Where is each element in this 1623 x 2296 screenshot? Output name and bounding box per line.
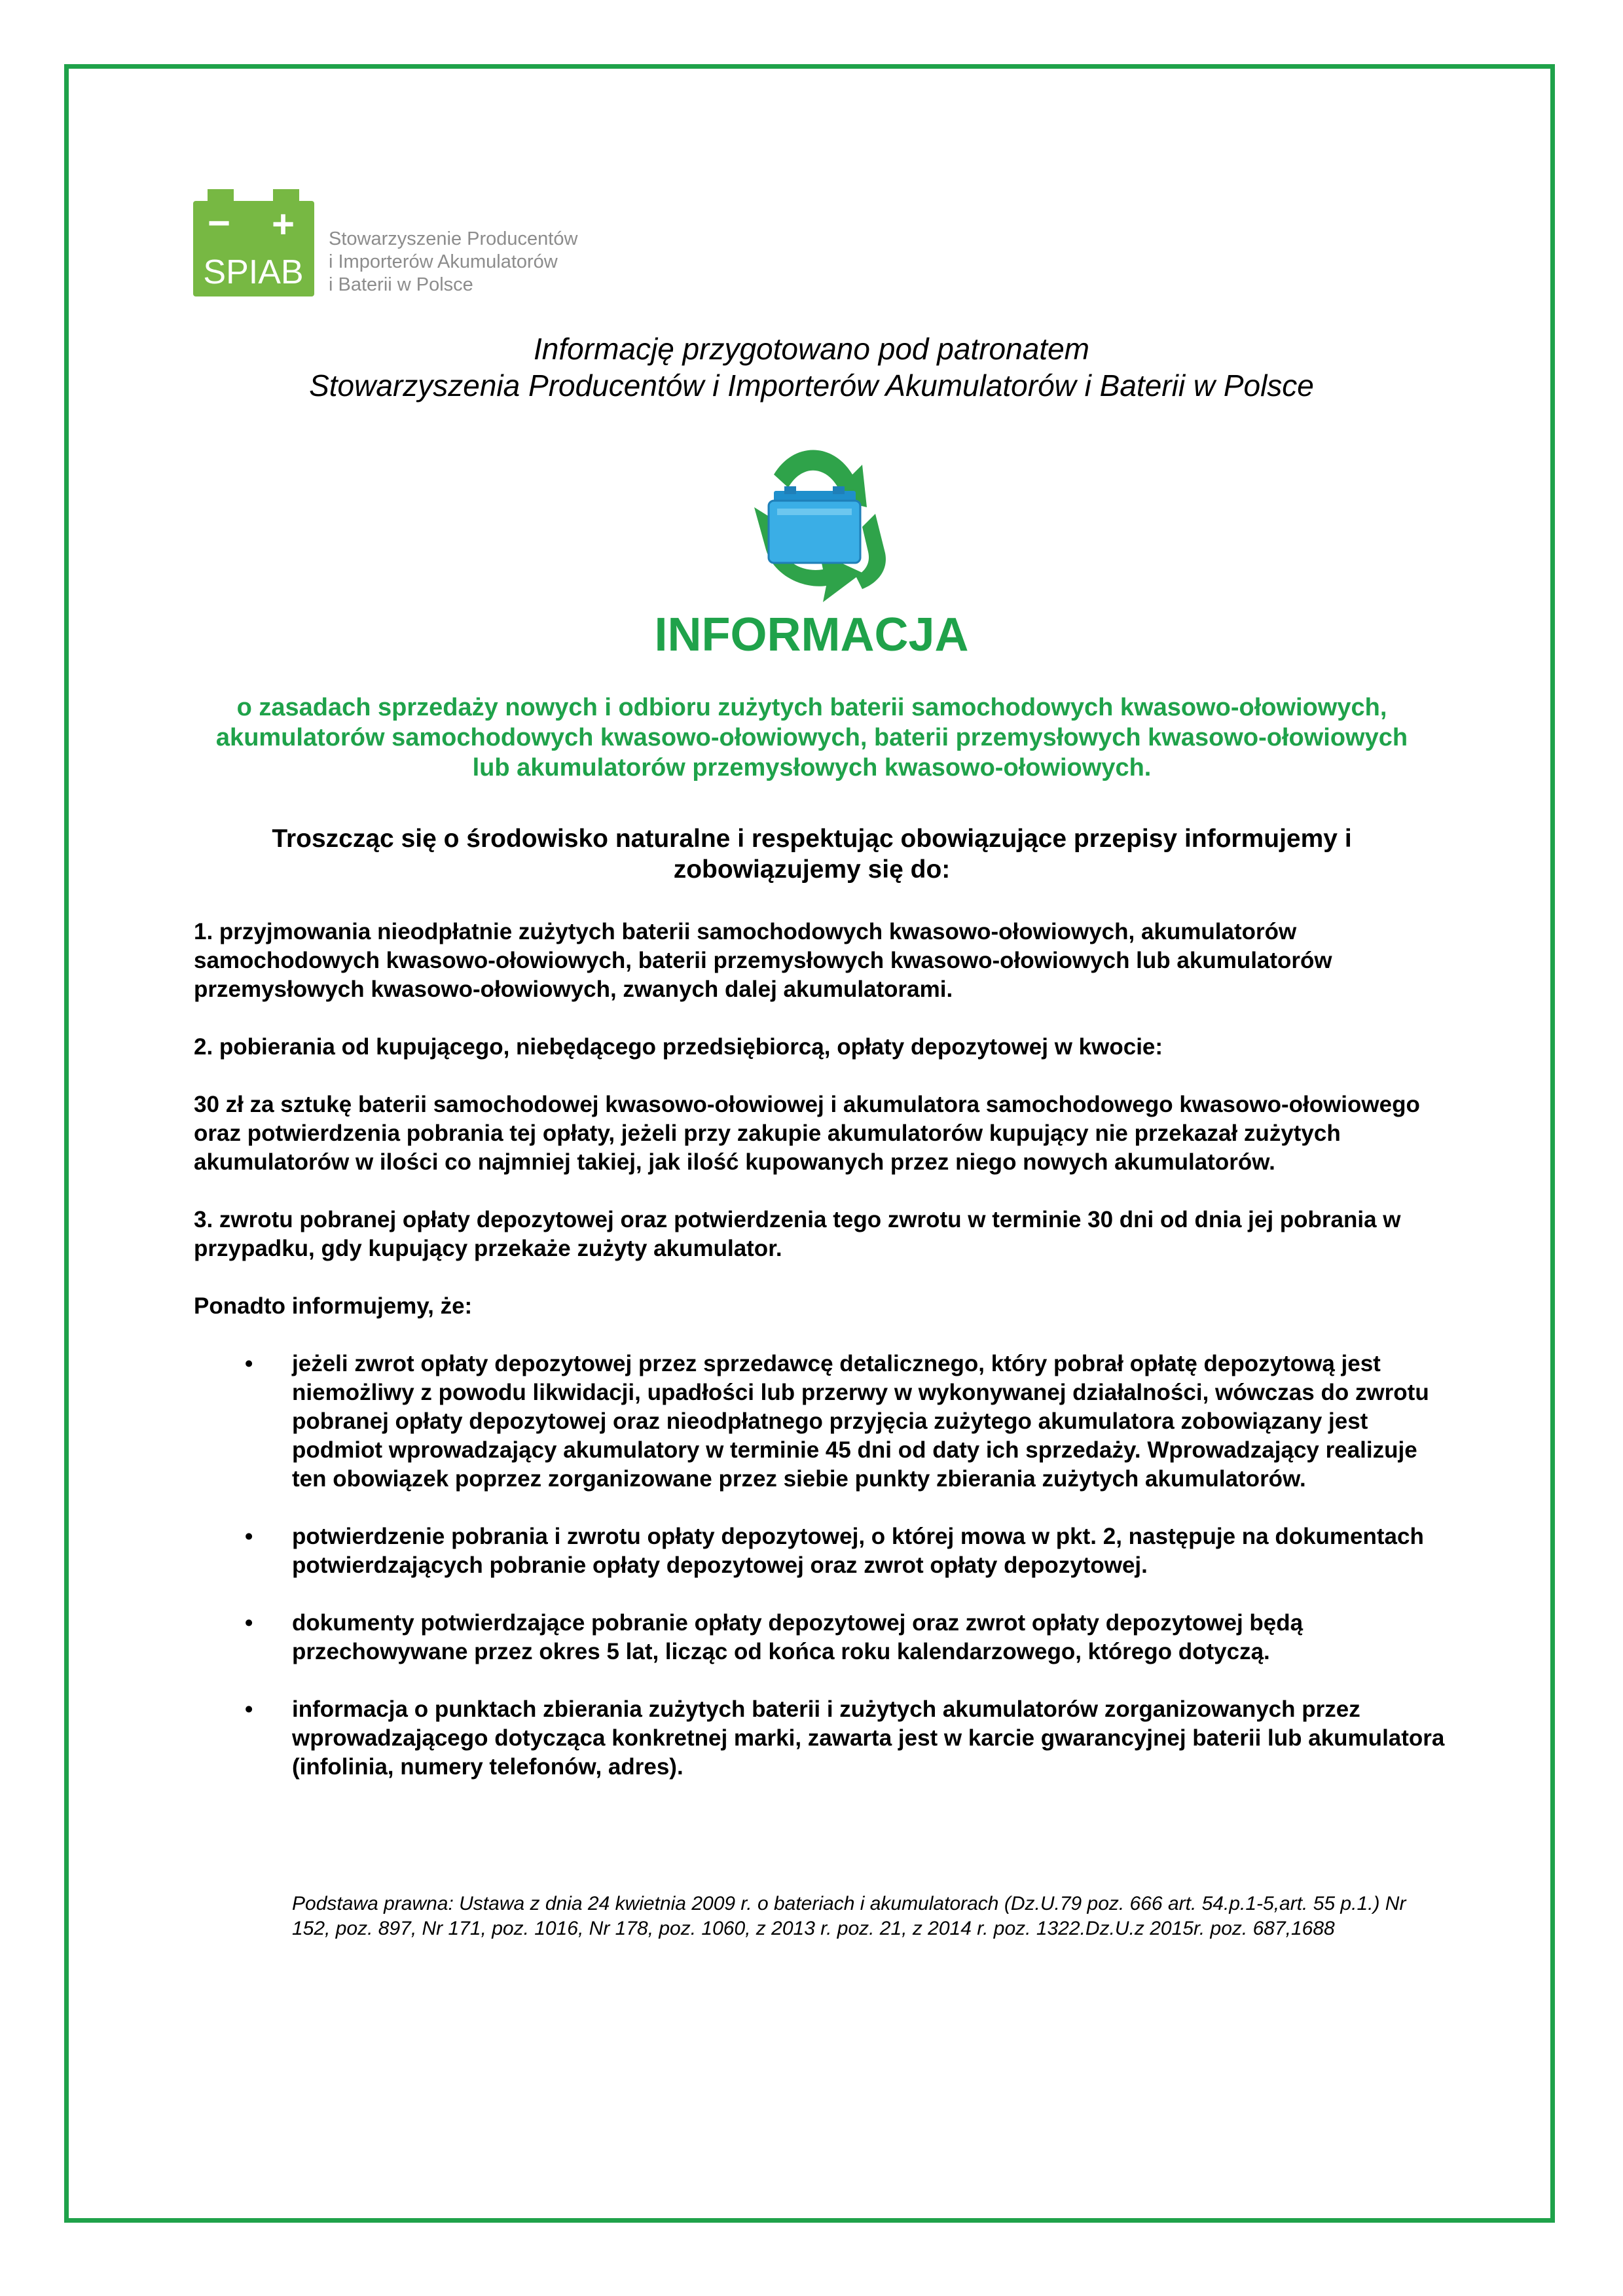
logo-minus: − [208,201,231,245]
logo-subtitle-line: i Importerów Akumulatorów [329,251,558,272]
list-item [194,1609,1457,1666]
lead-statement: Troszcząc się o środowisko naturalne i respektując obowiązujące przepisy informujemy i zobowiązujemy się do: [272,825,1352,884]
bullet-text: informacja o punktach zbierania zużytych baterii i zużytych akumulatorów zorganizowanych przez wprowadzającego dotycząca konkretnej marki, zawarta jest w karcie gwarancyjnej baterii lub akumulatora (infolinia, numery telefonów, adres). [292,1696,1445,1780]
point-2: 2. pobierania od kupującego, niebędącego przedsiębiorcą, opłaty depozytowej w kwocie: [194,1034,1163,1060]
patronage-note [0,331,1623,404]
bullet-marker: • [245,1524,253,1549]
bullet-marker: • [245,1696,253,1722]
point-2-detail: 30 zł za sztukę baterii samochodowej kwasowo-ołowiowej i akumulatora samochodowego kwasowo-ołowiowego oraz potwierdzenia pobrania tej opłaty, jeżeli przy zakupie akumulatorów kupujący nie przekazał zużytych akumulatorów w ilości co najmniej takiej, jak ilość kupowanych przez niego nowych akumulatorów. [194,1092,1420,1175]
list-item [194,1695,1457,1782]
bullet-marker: • [245,1610,253,1636]
patronage-line: Stowarzyszenia Producentów i Importerów Akumulatorów i Baterii w Polsce [309,368,1314,403]
legal-basis: Podstawa prawna: Ustawa z dnia 24 kwietnia 2009 r. o bateriach i akumulatorach (Dz.U.79 poz. 666 art. 54.p.1-5,art. 55 p.1.) Nr 152, poz. 897, Nr 171, poz. 1016, Nr 178, poz. 1060, z 2013 r. poz. 21, z 2014 r. poz. 1322.Dz.U.z 2015r. poz. 687,1688 [292,1893,1406,1939]
document-body [194,918,1457,1810]
document-title: INFORMACJA [654,609,969,661]
logo-plus: + [272,202,295,246]
point-3: 3. zwrotu pobranej opłaty depozytowej oraz potwierdzenia tego zwrotu w terminie 30 dni od dnia jej pobrania w przypadku, gdy kupujący przekaże zużyty akumulator. [194,1207,1401,1261]
logo-subtitle [329,228,577,296]
logo-name: SPIAB [203,253,304,291]
further-info-heading: Ponadto informujemy, że: [194,1293,473,1319]
battery-logo-icon [193,187,324,298]
spiab-logo [193,187,612,304]
list-item [194,1350,1457,1494]
document-subtitle: o zasadach sprzedaży nowych i odbioru zużytych baterii samochodowych kwasowo-ołowiowych, akumulatorów samochodowych kwasowo-ołowiowych, baterii przemysłowych kwasowo-ołowiowych lub akumulatorów przemysłowych kwasowo-ołowiowych. [215,694,1408,781]
logo-subtitle-line: i Baterii w Polsce [329,274,473,295]
logo-subtitle-line: Stowarzyszenie Producentów [329,228,578,249]
bullet-text: potwierdzenie pobrania i zwrotu opłaty depozytowej, o której mowa w pkt. 2, następuje na dokumentach potwierdzających pobranie opłaty depozytowej oraz zwrot opłaty depozytowej. [292,1524,1424,1578]
bullet-text: jeżeli zwrot opłaty depozytowej przez sprzedawcę detalicznego, który pobrał opłatę depozytową jest niemożliwy z powodu likwidacji, upadłości lub przerwy w wykonywanej działalności, wówczas do zwrotu pobranej opłaty depozytowej oraz nieodpłatnego przyjęcia zużytego akumulatora zobowiązany jest podmiot wprowadzający akumulatory w terminie 45 dni od daty ich sprzedaży. Wprowadzający realizuje ten obowiązek poprzez zorganizowane przez siebie punkty zbierania zużytych akumulatorów. [292,1351,1429,1492]
point-1: 1. przyjmowania nieodpłatnie zużytych baterii samochodowych kwasowo-ołowiowych, akumulatorów samochodowych kwasowo-ołowiowych, baterii przemysłowych kwasowo-ołowiowych lub akumulatorów przemysłowych kwasowo-ołowiowych, zwanych dalej akumulatorami. [194,919,1332,1002]
list-item [194,1522,1457,1580]
patronage-line: Informację przygotowano pod patronatem [534,332,1089,366]
info-bullet-list [194,1350,1457,1782]
bullet-text: dokumenty potwierdzające pobranie opłaty depozytowej oraz zwrot opłaty depozytowej będą przechowywane przez okres 5 lat, licząc od końca roku kalendarzowego, którego dotyczą. [292,1610,1304,1664]
bullet-marker: • [245,1351,253,1376]
recycle-battery-icon [728,435,898,605]
